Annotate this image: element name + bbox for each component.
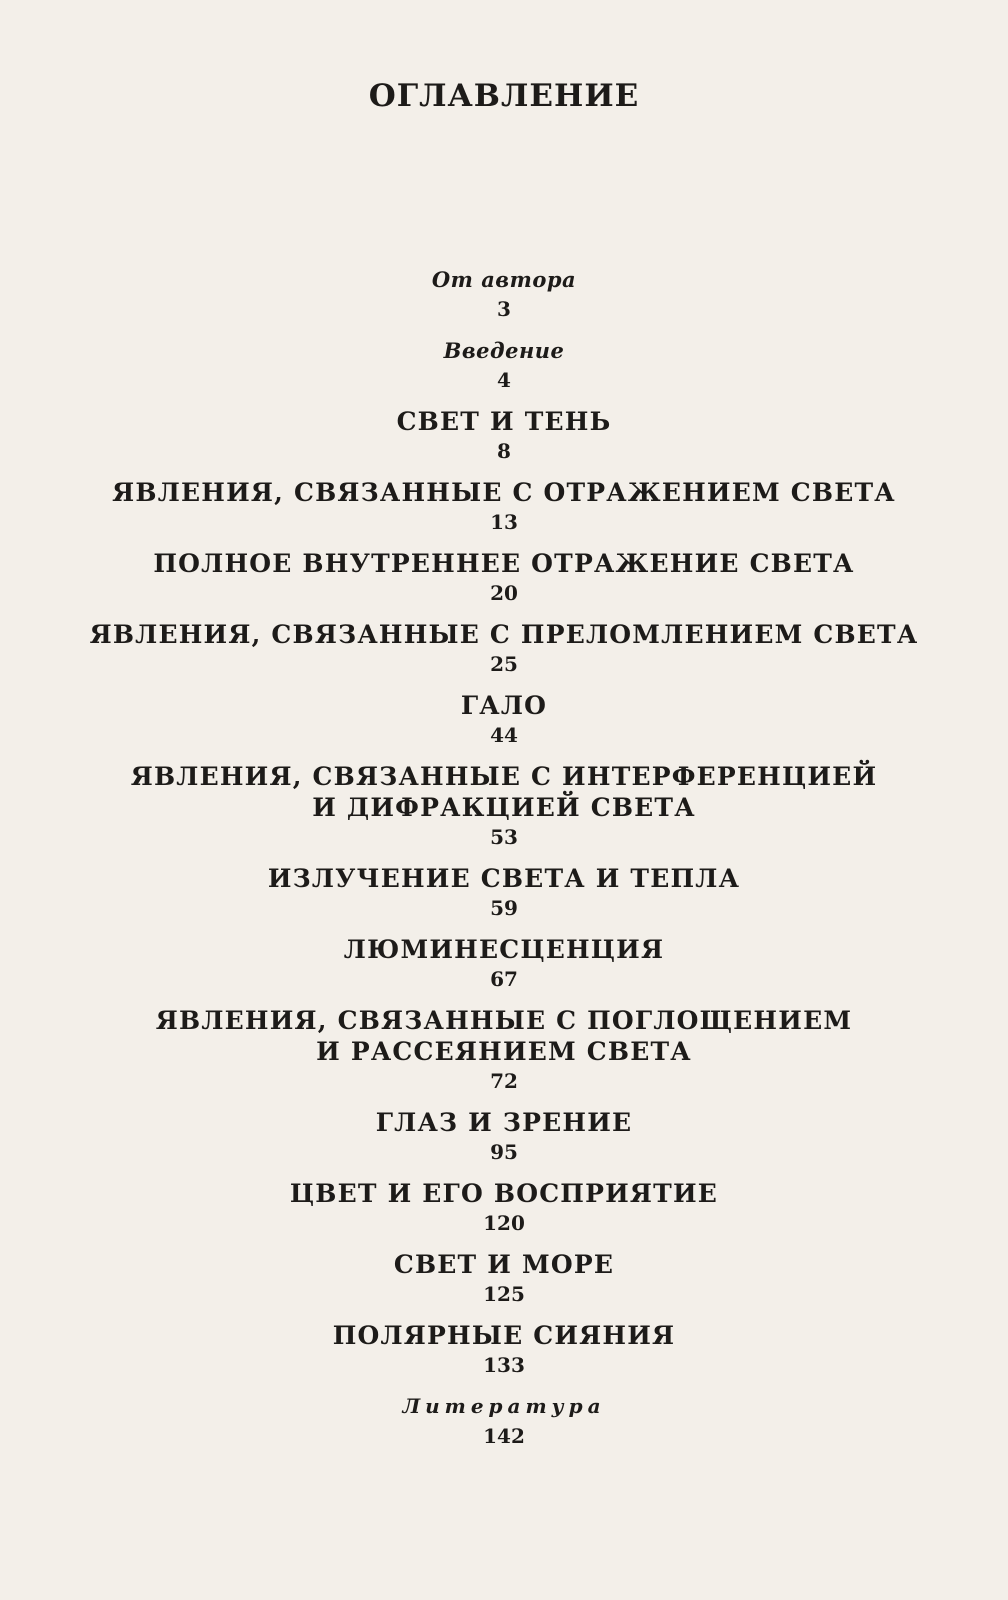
toc-entry-title: ЯВЛЕНИЯ, СВЯЗАННЫЕ С ИНТЕРФЕРЕНЦИЕЙ (130, 762, 878, 791)
toc-entry-title-line2: И РАССЕЯНИЕМ СВЕТА (316, 1037, 692, 1066)
toc-entry-refraction (0, 619, 1008, 678)
toc-entry-page: 13 (490, 510, 518, 534)
toc-entry-page: 142 (483, 1424, 525, 1448)
toc-entry-title: ИЗЛУЧЕНИЕ СВЕТА И ТЕПЛА (267, 864, 741, 893)
toc-entry-title: ЯВЛЕНИЯ, СВЯЗАННЫЕ С ПОГЛОЩЕНИЕМ (155, 1006, 853, 1035)
toc-entry-reflection (0, 477, 1008, 536)
toc-entry-page: 125 (483, 1282, 525, 1306)
toc-entry-radiation (0, 863, 1008, 922)
toc-entry-page: 67 (490, 967, 518, 991)
toc-entry-aurora (0, 1320, 1008, 1379)
toc-entry-title: ЦВЕТ И ЕГО ВОСПРИЯТИЕ (289, 1179, 719, 1208)
toc-entry-title: ЛЮМИНЕСЦЕНЦИЯ (343, 935, 665, 964)
toc-entry-halo (0, 690, 1008, 749)
table-of-contents (0, 264, 1008, 1462)
toc-entry-title: СВЕТ И МОРЕ (393, 1250, 615, 1279)
toc-entry-light-sea (0, 1249, 1008, 1308)
toc-entry-page: 44 (490, 723, 518, 747)
toc-entry-page: 53 (490, 825, 518, 849)
page-title: ОГЛАВЛЕНИЕ (368, 78, 640, 114)
toc-entry-page: 20 (490, 581, 518, 605)
toc-entry-literature (0, 1391, 1008, 1450)
toc-entry-from-author (0, 264, 1008, 323)
toc-entry-title: ГАЛО (460, 691, 548, 720)
toc-entry-page: 25 (490, 652, 518, 676)
toc-entry-page: 72 (490, 1069, 518, 1093)
toc-entry-page: 4 (497, 368, 511, 392)
toc-entry-eye-vision (0, 1107, 1008, 1166)
toc-entry-color (0, 1178, 1008, 1237)
toc-entry-absorption (0, 1005, 1008, 1095)
toc-entry-title: ПОЛНОЕ ВНУТРЕННЕЕ ОТРАЖЕНИЕ СВЕТА (153, 549, 855, 578)
toc-entry-total-internal-reflection (0, 548, 1008, 607)
toc-entry-page: 95 (490, 1140, 518, 1164)
toc-entry-light-shadow (0, 406, 1008, 465)
toc-entry-page: 59 (490, 896, 518, 920)
toc-entry-page: 3 (497, 297, 511, 321)
toc-entry-page: 120 (483, 1211, 525, 1235)
toc-entry-title: ЯВЛЕНИЯ, СВЯЗАННЫЕ С ОТРАЖЕНИЕМ СВЕТА (112, 478, 896, 507)
toc-entry-page: 8 (497, 439, 511, 463)
toc-entry-title: ЯВЛЕНИЯ, СВЯЗАННЫЕ С ПРЕЛОМЛЕНИЕМ СВЕТА (89, 620, 919, 649)
toc-entry-luminescence (0, 934, 1008, 993)
toc-entry-title: СВЕТ И ТЕНЬ (396, 407, 612, 436)
toc-entry-title: От автора (431, 267, 577, 292)
toc-entry-page: 133 (483, 1353, 525, 1377)
toc-entry-introduction (0, 335, 1008, 394)
toc-entry-title: Литература (402, 1394, 606, 1418)
toc-entry-title: ПОЛЯРНЫЕ СИЯНИЯ (332, 1321, 676, 1350)
toc-entry-interference (0, 761, 1008, 851)
toc-entry-title: Введение (443, 338, 565, 363)
toc-entry-title-line2: И ДИФРАКЦИЕЙ СВЕТА (312, 793, 696, 822)
toc-entry-title: ГЛАЗ И ЗРЕНИЕ (375, 1108, 633, 1137)
